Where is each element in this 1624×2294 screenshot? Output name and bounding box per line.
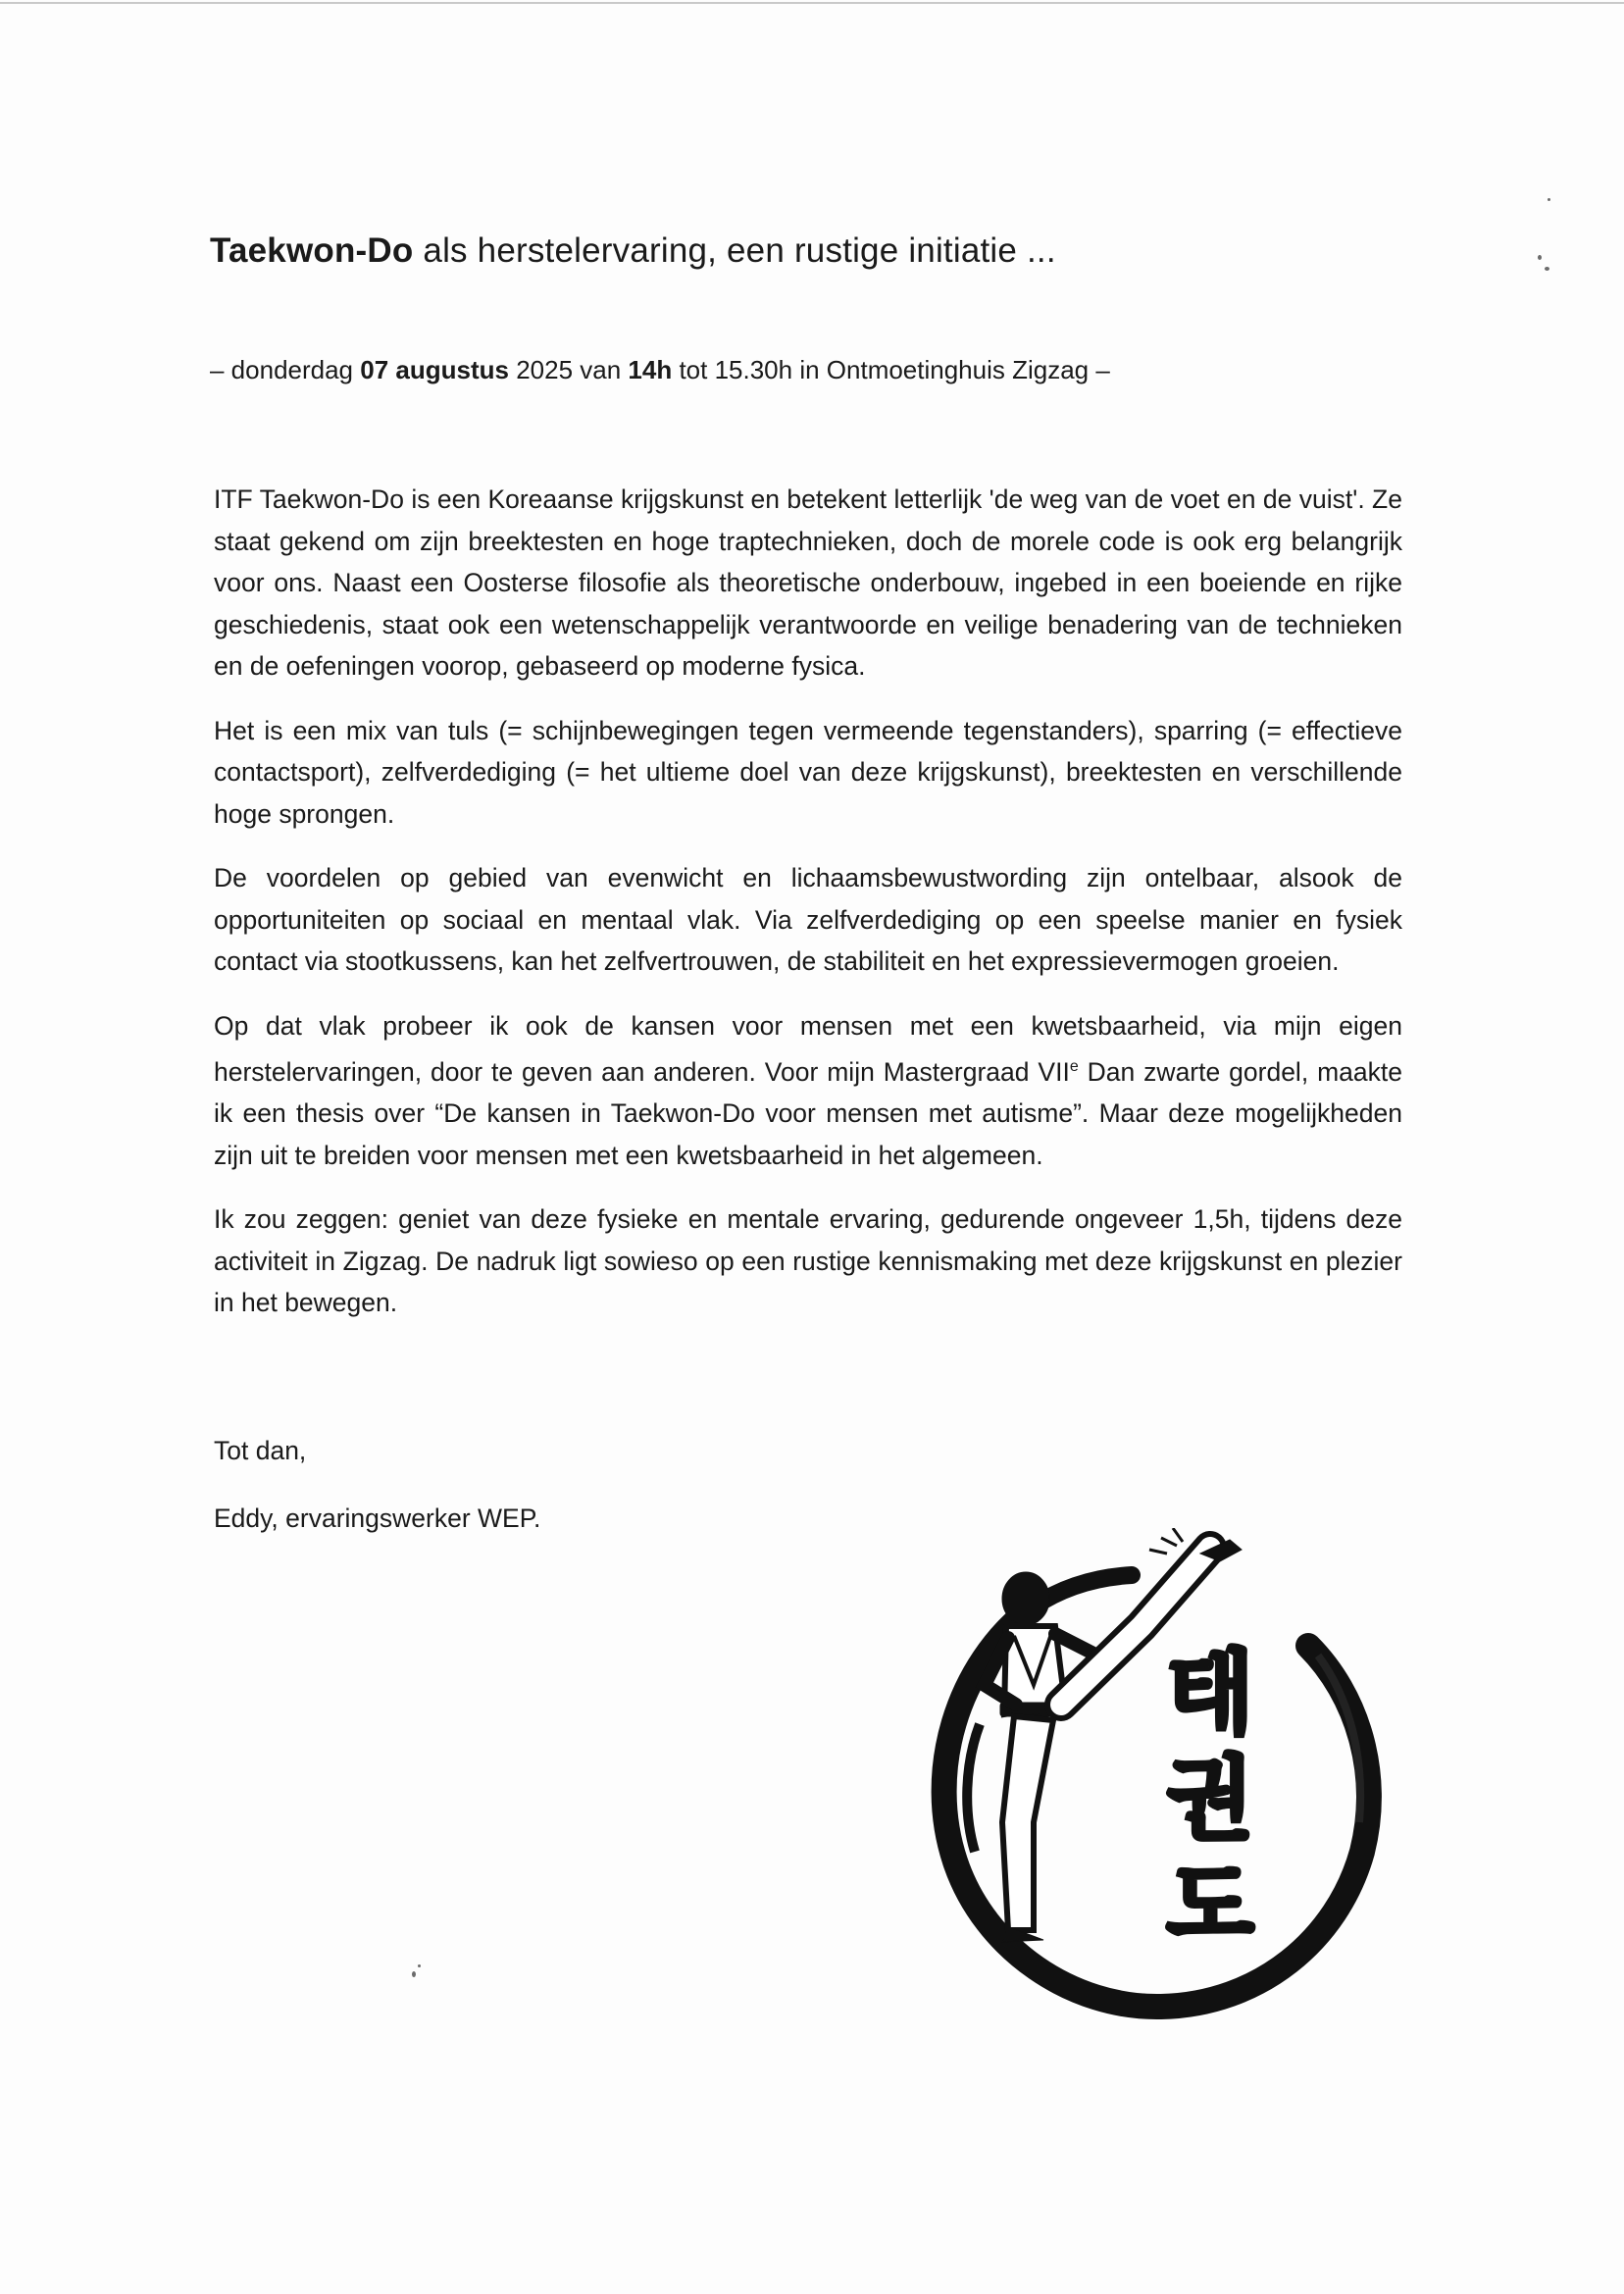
paragraph-4-part-2: Dan zwarte gordel, maakte ik een thesis over “De kansen in Taekwon-Do voor mensen met autisme”. Maar deze mogelijkheden zijn uit te breiden voor mensen met een kwetsbaarheid in het algemeen.	[214, 1056, 1402, 1170]
paragraph-2: Het is een mix van tuls (= schijnbewegingen tegen vermeende tegenstanders), sparring (= effectieve contactsport), zelfverdediging (= het ultieme doel van deze krijgskunst), breektesten en verschillende hoge sprongen.	[214, 715, 1402, 829]
hangul-do: 도	[1166, 1853, 1254, 1958]
event-date-line	[210, 355, 1110, 385]
date-rest: tot 15.30h in Ontmoetinghuis Zigzag –	[672, 355, 1110, 384]
date-mid: 2025 van	[508, 355, 629, 384]
taekwondo-kicker-circle-logo-icon	[887, 1528, 1396, 2038]
superscript-e: e	[1069, 1058, 1079, 1075]
date-prefix: – donderdag	[210, 355, 361, 384]
paragraph-4-part-1: Op dat vlak probeer ik ook de kansen voor mensen met een kwetsbaarheid, via mijn eigen herstelervaringen, door te geven aan anderen. Voor mijn Mastergraad VII	[214, 1010, 1402, 1087]
paragraph-1: ITF Taekwon-Do is een Koreaanse krijgskunst en betekent letterlijk 'de weg van de voet en de vuist'. Ze staat gekend om zijn breektesten en hoge traptechnieken, doch de morele code is ook erg belangrijk voor ons. Naast een Oosterse filosofie als theoretische onderbouw, ingebed in een boeiende en rijke geschiedenis, staat ook een wetenschappelijk verantwoorde en veilige benadering van de technieken en de oefeningen voorop, gebaseerd op moderne fysica.	[214, 484, 1402, 681]
signature: Eddy, ervaringswerker WEP.	[214, 1503, 541, 1533]
page-title	[210, 231, 1056, 271]
event-time: 14h	[628, 355, 673, 384]
letter-body	[214, 479, 1402, 1347]
scan-edge-line	[0, 2, 1624, 4]
hangul-kwon: 권	[1166, 1747, 1254, 1852]
scan-speck	[1545, 267, 1549, 271]
scan-speck	[1548, 198, 1550, 201]
event-date: 07 augustus	[360, 355, 509, 384]
scan-speck	[1538, 255, 1542, 260]
greeting: Tot dan,	[214, 1436, 307, 1465]
scan-speck	[418, 1964, 421, 1967]
closing-block	[214, 1430, 540, 1564]
title-rest: als herstelervaring, een rustige initiatie ...	[413, 231, 1056, 270]
title-bold: Taekwon-Do	[210, 231, 414, 270]
paragraph-3: De voordelen op gebied van evenwicht en lichaamsbewustwording zijn ontelbaar, alsook de opportuniteiten op sociaal en mentaal vlak. Via zelfverdediging op een speelse manier en fysiek contact via stootkussens, kan het zelfvertrouwen, de stabiliteit en het expressievermogen groeien.	[214, 863, 1402, 976]
scan-speck	[412, 1971, 416, 1977]
paragraph-4	[214, 1005, 1402, 1177]
hangul-tae: 태	[1166, 1641, 1254, 1746]
paragraph-5: Ik zou zeggen: geniet van deze fysieke en mentale ervaring, gedurende ongeveer 1,5h, tijdens deze activiteit in Zigzag. De nadruk ligt sowieso op een rustige kennismaking met deze krijgskunst en plezier in het bewegen.	[214, 1204, 1402, 1318]
